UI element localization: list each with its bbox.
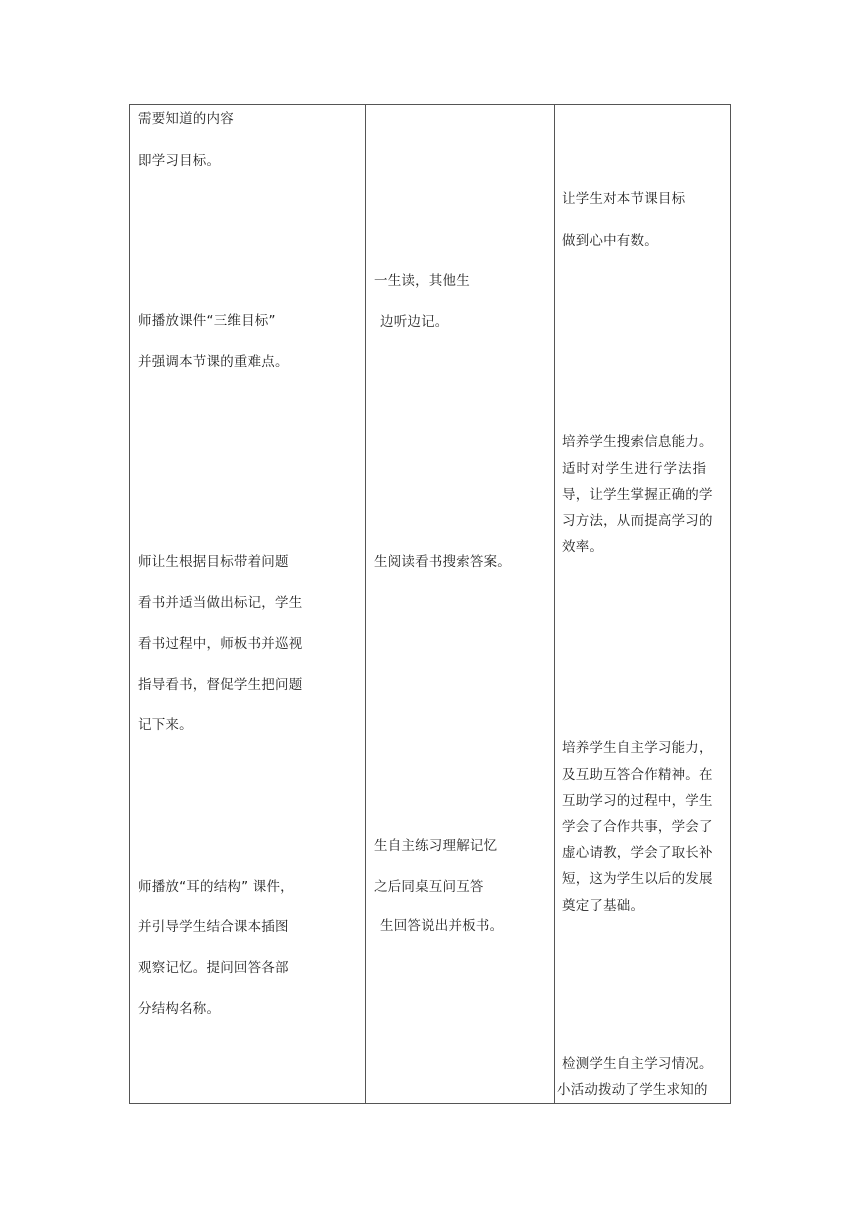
teacher-text-line: 指导看书，督促学生把问题 xyxy=(138,677,303,693)
intent-text-line: 学会了合作共事，学会了 xyxy=(562,819,713,835)
intent-text-line: 效率。 xyxy=(562,539,604,555)
teacher-text-line: 看书过程中，师板书并巡视 xyxy=(138,636,303,652)
student-text-line: 生阅读看书搜索答案。 xyxy=(374,554,511,570)
intent-text-line: 短，这为学生以后的发展 xyxy=(562,871,713,887)
teacher-text-line: 即学习目标。 xyxy=(138,153,221,169)
student-text-line: 生回答说出并板书。 xyxy=(380,918,504,934)
teacher-text-line: 师播放“耳的结构” 课件， xyxy=(138,879,294,895)
intent-text-line: 奠定了基础。 xyxy=(562,898,645,914)
student-activity-column xyxy=(366,105,555,1103)
teacher-text-line: 记下来。 xyxy=(138,717,193,733)
teacher-text-line: 看书并适当做出标记，学生 xyxy=(138,595,303,611)
teacher-text-line: 观察记忆。提问回答各部 xyxy=(138,960,289,976)
student-text-line: 边听边记。 xyxy=(380,314,449,330)
intent-text-line: 检测学生自主学习情况。 xyxy=(562,1056,713,1072)
intent-text-line: 小活动拨动了学生求知的 xyxy=(557,1082,708,1098)
intent-text-line: 培养学生搜索信息能力。 xyxy=(562,434,713,450)
intent-text-line: 做到心中有数。 xyxy=(562,233,658,249)
teacher-text-line: 需要知道的内容 xyxy=(138,111,234,127)
teacher-text-line: 分结构名称。 xyxy=(138,1001,221,1017)
student-text-line: 之后同桌互问互答 xyxy=(374,879,484,895)
student-text-line: 生自主练习理解记忆 xyxy=(374,838,498,854)
intent-text-line: 培养学生自主学习能力， xyxy=(562,740,713,756)
student-text-line: 一生读，其他生 xyxy=(374,273,470,289)
teacher-text-line: 并强调本节课的重难点。 xyxy=(138,354,289,370)
intent-text-line: 让学生对本节课目标 xyxy=(562,191,686,207)
teacher-text-line: 师播放课件“三维目标” xyxy=(138,313,276,329)
intent-text-line: 适时对学生进行学法指 xyxy=(562,461,707,477)
intent-text-line: 互助学习的过程中，学生 xyxy=(562,793,713,809)
teacher-text-line: 并引导学生结合课本插图 xyxy=(138,919,289,935)
intent-text-line: 导，让学生掌握正确的学 xyxy=(562,487,713,503)
intent-text-line: 习方法，从而提高学习的 xyxy=(562,513,713,529)
lesson-plan-table xyxy=(129,104,731,1104)
intent-text-line: 及互助互答合作精神。在 xyxy=(562,767,713,783)
teacher-text-line: 师让生根据目标带着问题 xyxy=(138,554,289,570)
intent-text-line: 虚心请教，学会了取长补 xyxy=(562,845,713,861)
design-intent-column xyxy=(555,105,730,1103)
teacher-activity-column xyxy=(130,105,366,1103)
